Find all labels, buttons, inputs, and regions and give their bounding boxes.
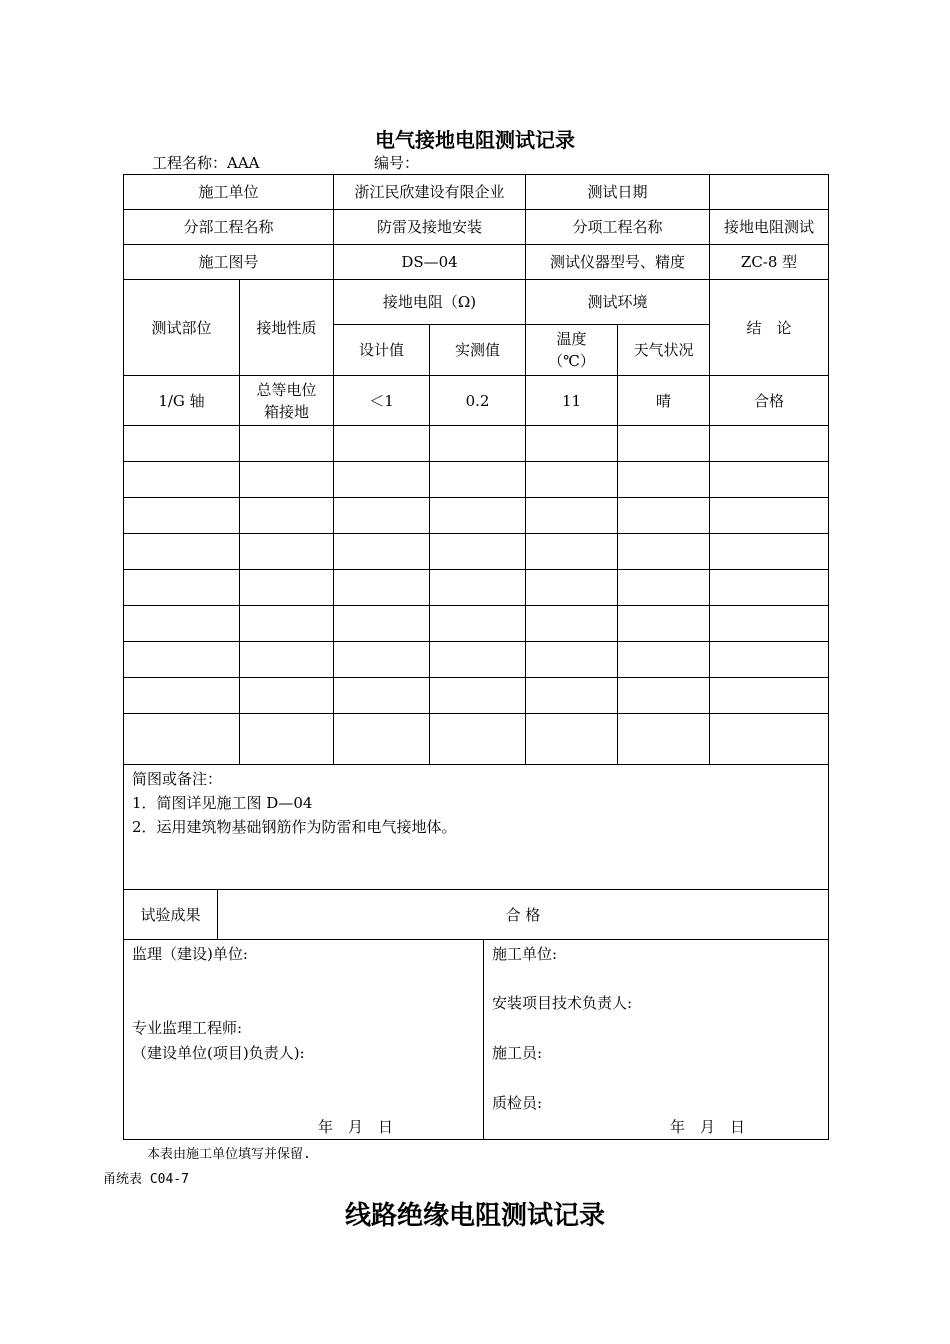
empty-row (124, 642, 829, 678)
label-construction-unit: 施工单位 (124, 175, 334, 210)
notes-cell (124, 765, 829, 890)
empty-row (124, 570, 829, 606)
record-number: 编号： (374, 154, 420, 172)
header-design-value: 设计值 (334, 325, 430, 376)
cell-temperature: 11 (526, 376, 618, 426)
contractor-signoff (484, 940, 828, 1140)
cell-conclusion: 合格 (710, 376, 829, 426)
value-test-date (710, 175, 829, 210)
header-row (124, 280, 829, 325)
header-temperature-line2: （℃） (548, 352, 595, 370)
label-instrument: 测试仪器型号、精度 (526, 245, 710, 280)
header-ground-nature: 接地性质 (240, 280, 334, 376)
header-measured-value: 实测值 (430, 325, 526, 376)
quality-inspector: 质检员: (492, 1094, 543, 1112)
footnote: 本表由施工单位填写并保留. (147, 1147, 311, 1162)
header-conclusion: 结 论 (710, 280, 829, 376)
document-title: 电气接地电阻测试记录 (375, 128, 575, 152)
construction-worker: 施工员: (492, 1044, 543, 1062)
empty-row (124, 426, 829, 462)
info-row (124, 175, 829, 210)
supervisor-date: 年 月 日 (318, 1118, 394, 1136)
owner-representative: （建设单位(项目)负责人): (132, 1044, 305, 1062)
value-item: 接地电阻测试 (710, 210, 829, 245)
header-ground-resistance: 接地电阻（Ω) (334, 280, 526, 325)
empty-row (124, 714, 829, 765)
cell-weather: 晴 (618, 376, 710, 426)
header-weather: 天气状况 (618, 325, 710, 376)
empty-row (124, 534, 829, 570)
notes-line-1: 1．简图详见施工图 D—04 (132, 794, 313, 812)
value-drawing-no: DS—04 (334, 245, 526, 280)
signoff-row (124, 940, 829, 1140)
label-test-date: 测试日期 (526, 175, 710, 210)
table-row (124, 376, 829, 426)
value-subproject: 防雷及接地安装 (334, 210, 526, 245)
empty-row (124, 678, 829, 714)
cell-nature-line1: 总等电位 (256, 380, 317, 399)
result-value: 合 格 (505, 905, 541, 924)
contractor-unit: 施工单位: (492, 945, 558, 963)
notes-row (124, 765, 829, 890)
empty-row (124, 606, 829, 642)
tech-lead: 安装项目技术负责人: (492, 994, 633, 1012)
header-temperature-line1: 温度 (556, 330, 587, 348)
cell-part: 1/G 轴 (124, 376, 240, 426)
value-construction-unit: 浙江民欣建设有限企业 (334, 175, 526, 210)
header-temperature (526, 325, 618, 376)
next-document-title: 线路绝缘电阻测试记录 (344, 1201, 605, 1231)
cell-design: ＜1 (334, 376, 430, 426)
form-code: 甬统表 C04-7 (103, 1172, 189, 1187)
contractor-date: 年 月 日 (670, 1118, 746, 1136)
supervisor-engineer: 专业监理工程师: (132, 1019, 243, 1037)
header-test-environment: 测试环境 (526, 280, 710, 325)
notes-heading: 简图或备注： (132, 770, 223, 788)
cell-measured: 0.2 (430, 376, 526, 426)
info-row (124, 210, 829, 245)
supervisor-signoff (124, 940, 484, 1140)
cell-nature (240, 376, 334, 426)
result-row (124, 890, 829, 940)
label-subproject: 分部工程名称 (124, 210, 334, 245)
cell-nature-line2: 箱接地 (264, 402, 310, 421)
info-row (124, 245, 829, 280)
empty-row (124, 462, 829, 498)
label-item: 分项工程名称 (526, 210, 710, 245)
label-drawing-no: 施工图号 (124, 245, 334, 280)
notes-line-2: 2．运用建筑物基础钢筋作为防雷和电气接地体。 (132, 818, 457, 836)
supervisor-unit: 监理（建设)单位: (132, 945, 248, 963)
header-test-part: 测试部位 (124, 280, 240, 376)
empty-row (124, 498, 829, 534)
project-name: 工程名称：AAA (152, 154, 260, 172)
result-label: 试验成果 (124, 890, 218, 939)
grounding-resistance-form (123, 174, 829, 1140)
value-instrument: ZC-8 型 (710, 245, 829, 280)
